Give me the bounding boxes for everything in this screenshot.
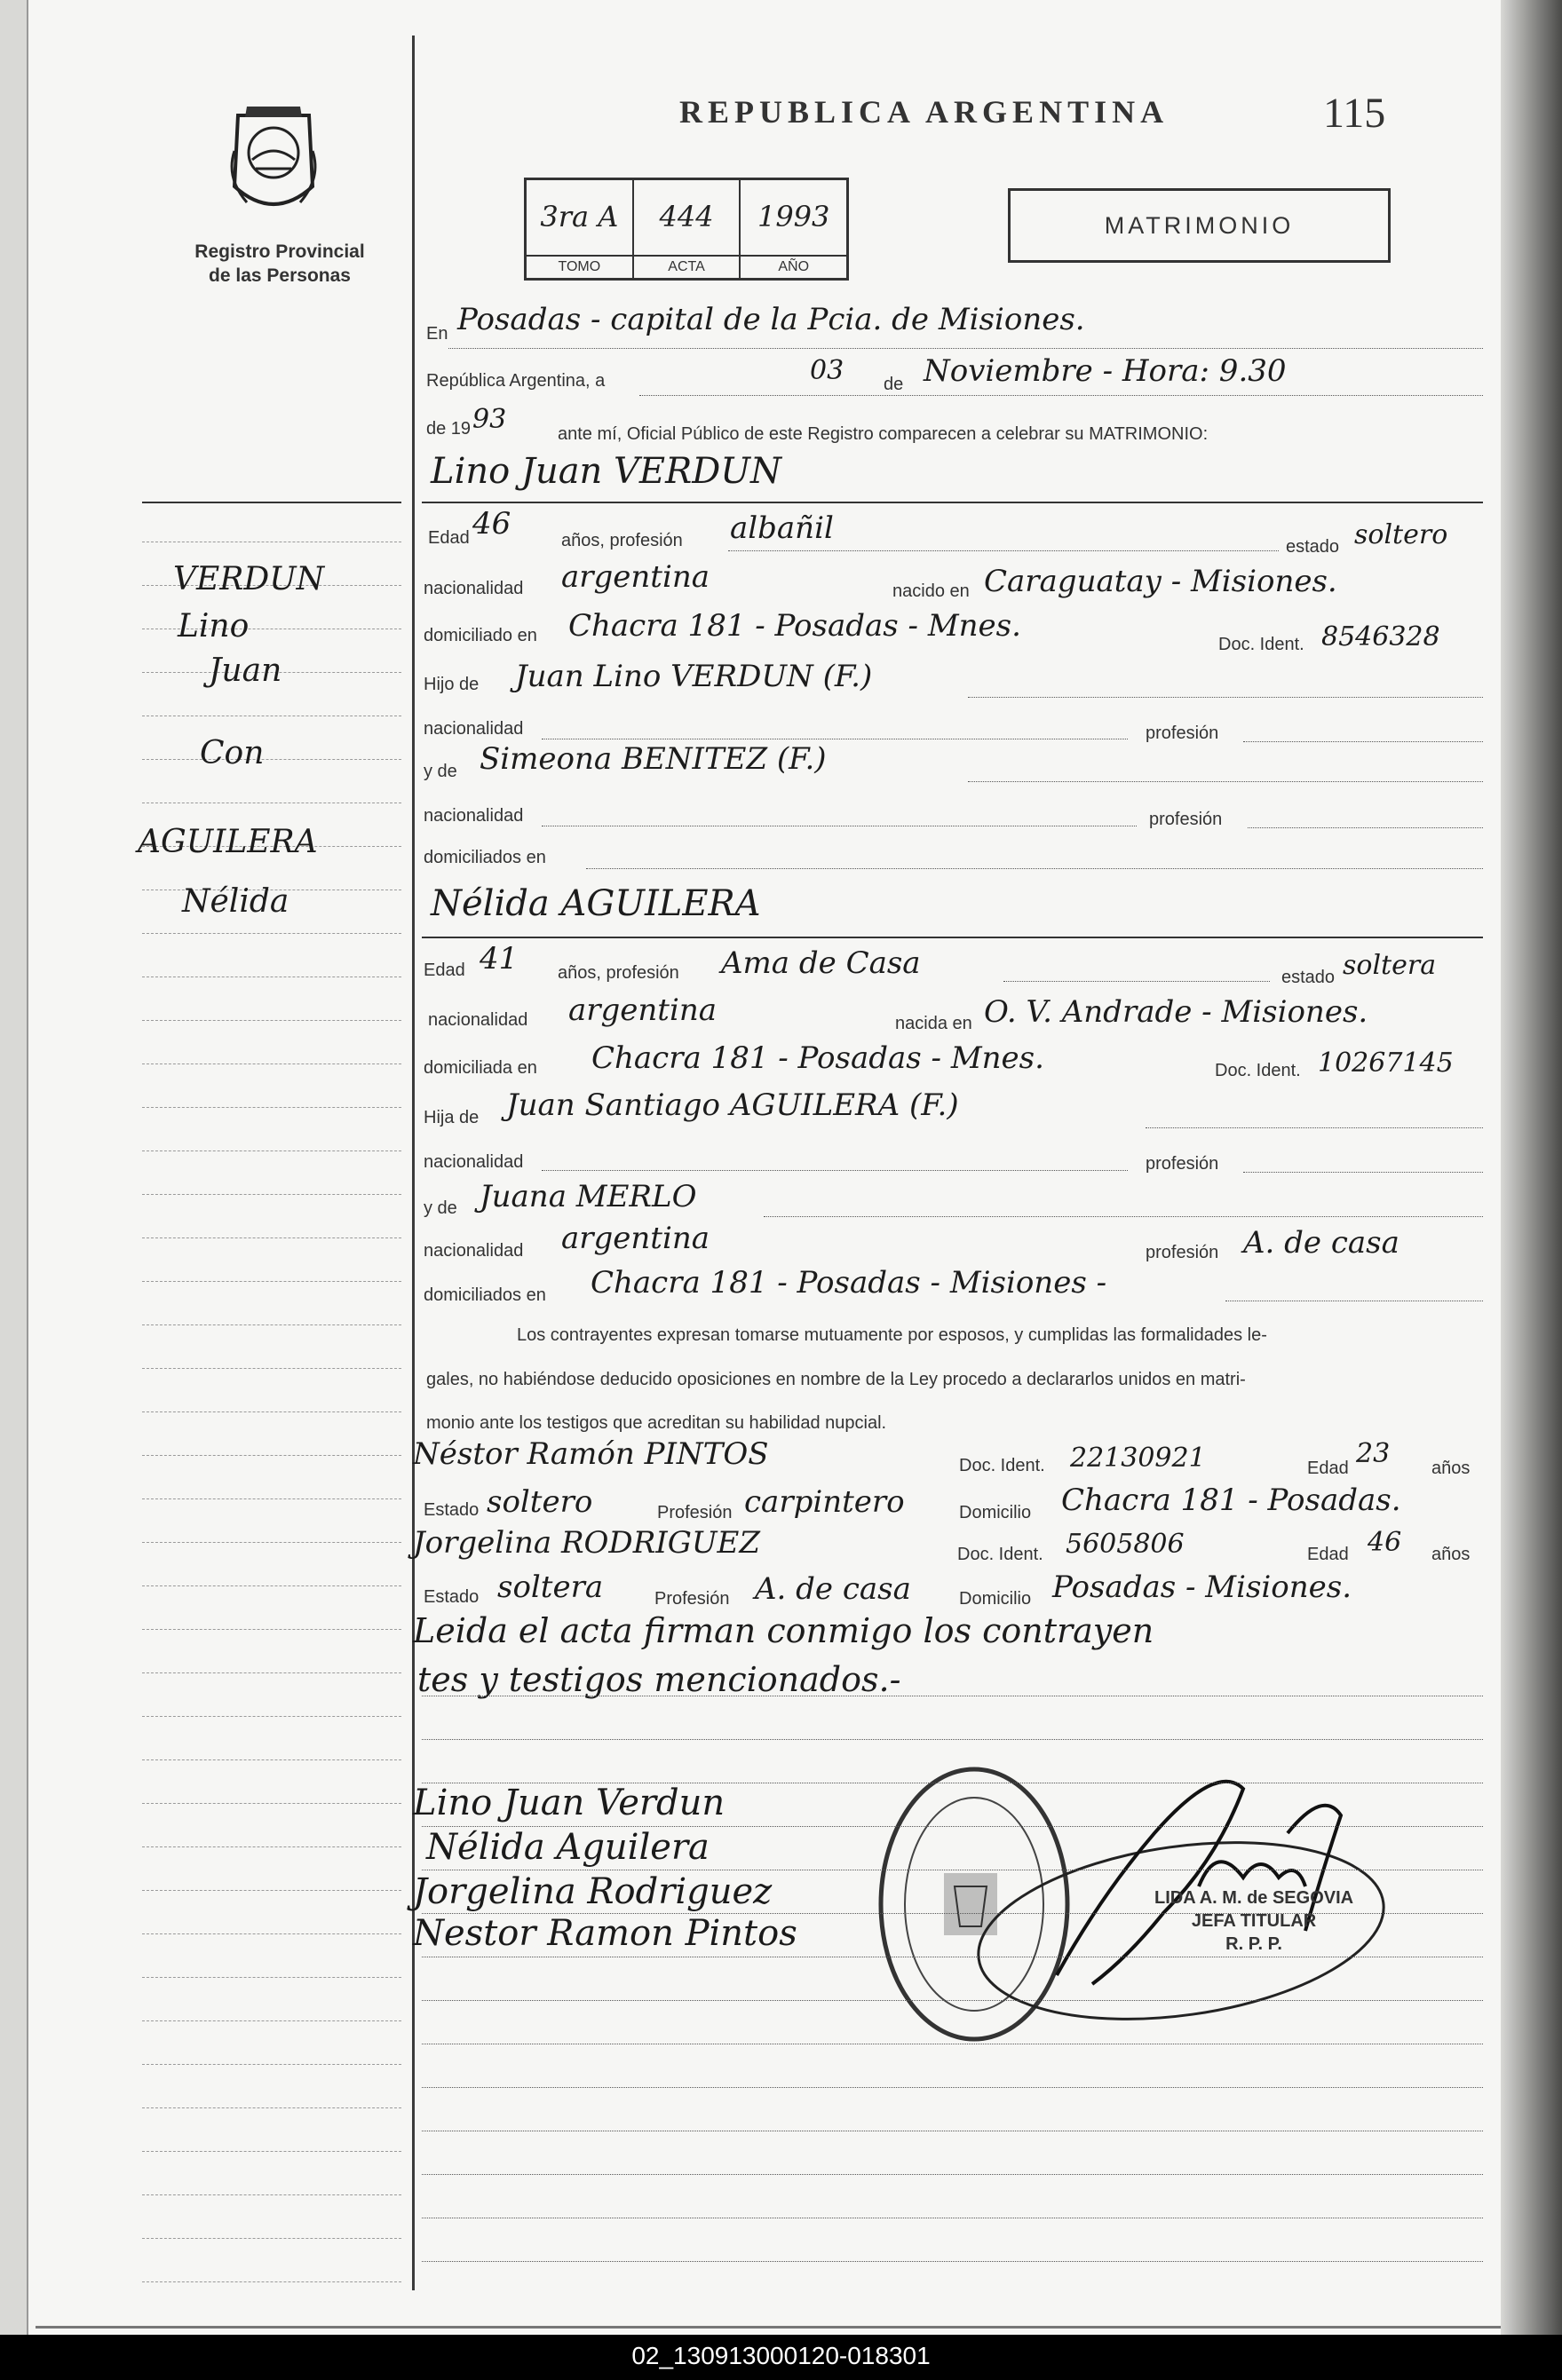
previous-page-edge: [0, 0, 28, 2335]
groom-profession: albañil: [730, 510, 834, 546]
intro-text: ante mí, Oficial Público de este Registro comparecen a celebrar su MATRIMONIO:: [558, 424, 1209, 444]
ano-label: AÑO: [741, 255, 846, 278]
groom-nacionalidad-label: nacionalidad: [424, 579, 524, 598]
groom-birthplace: Caraguatay - Misiones.: [984, 564, 1337, 599]
bride-hija-label: Hija de: [424, 1108, 480, 1127]
margin-rule: [142, 1890, 401, 1892]
groom-age: 46: [472, 506, 511, 542]
witness2-name: Jorgelina RODRIGUEZ: [413, 1525, 760, 1561]
bride-nacionalidad-label: nacionalidad: [428, 1010, 528, 1030]
body-rule: [422, 1913, 1483, 1914]
margin-rule: [142, 1933, 401, 1935]
body-rule: [422, 1739, 1483, 1740]
bride-parents-domicile: Chacra 181 - Posadas - Misiones -: [591, 1265, 1107, 1301]
witness1-doc-label: Doc. Ident.: [959, 1456, 1045, 1475]
margin-surname-groom: VERDUN: [173, 561, 325, 597]
witness1-age: 23: [1356, 1438, 1391, 1469]
groom-nationality: argentina: [561, 559, 710, 595]
acta-cell: [634, 180, 741, 278]
witness2-doc: 5605806: [1066, 1529, 1185, 1560]
bride-mother-profession: A. de casa: [1243, 1225, 1399, 1261]
margin-rule: [142, 1324, 401, 1326]
margin-rule: [142, 1107, 401, 1109]
witness2-anos-label: años: [1431, 1545, 1471, 1564]
bride-birthplace: O. V. Andrade - Misiones.: [984, 994, 1368, 1030]
groom-mother-prof-line: [1248, 827, 1483, 828]
month-time-value: Noviembre - Hora: 9.30: [924, 353, 1287, 389]
groom-estado-label: estado: [1286, 537, 1340, 557]
bride-mother-nac-label: nacionalidad: [424, 1241, 524, 1261]
witness2-estado: soltera: [497, 1570, 604, 1605]
groom-parents-dom-line: [586, 868, 1483, 869]
margin-rule: [142, 1542, 401, 1544]
body-rule: [422, 1826, 1483, 1827]
witness2-domicilio-label: Domicilio: [959, 1589, 1032, 1609]
groom-parents-dom-label: domiciliados en: [424, 848, 546, 867]
margin-rule: [142, 1368, 401, 1370]
bride-father: Juan Santiago AGUILERA (F.): [506, 1087, 959, 1123]
groom-name-line: [422, 502, 1483, 503]
margin-rule: [142, 1455, 401, 1457]
witness1-estado: soltero: [487, 1484, 593, 1520]
tomo-cell: [527, 180, 634, 278]
margin-rule: [142, 2151, 401, 2153]
bride-doc-label: Doc. Ident.: [1215, 1061, 1301, 1080]
witness1-profession: carpintero: [744, 1484, 905, 1520]
bride-father-prof-label: profesión: [1146, 1154, 1219, 1174]
provincial-seal-logo: [220, 98, 327, 222]
witness1-domicilio-label: Domicilio: [959, 1503, 1032, 1522]
bride-edad-label: Edad: [424, 961, 465, 980]
reference-box: [524, 178, 849, 281]
margin-rule: [142, 2064, 401, 2066]
groom-doc-label: Doc. Ident.: [1218, 635, 1304, 654]
republica-label: República Argentina, a: [426, 371, 606, 391]
margin-rule: [142, 1846, 401, 1848]
bride-anos-profesion-label: años, profesión: [558, 963, 679, 983]
margin-rule: [142, 716, 401, 717]
declaration-line-1: Los contrayentes expresan tomarse mutuamente por esposos, y cumplidas las formalidades le-: [517, 1325, 1267, 1345]
year-prefix: de 19: [426, 419, 472, 439]
signature-witness-1: Nestor Ramon Pintos: [413, 1913, 797, 1954]
witness2-profession: A. de casa: [755, 1571, 911, 1607]
place-value: Posadas - capital de la Pcia. de Misiones.: [457, 302, 1085, 337]
image-filename: 02_130913000120-018301: [631, 2342, 931, 2369]
groom-domicile: Chacra 181 - Posadas - Mnes.: [568, 608, 1021, 644]
margin-rule: [142, 1281, 401, 1283]
margin-rule: [142, 1411, 401, 1413]
witness2-domicile: Posadas - Misiones.: [1052, 1570, 1352, 1605]
de-label: de: [884, 375, 904, 394]
groom-anos-profesion-label: años, profesión: [561, 531, 683, 550]
ano-cell: [741, 180, 846, 278]
signature-bride: Nélida Aguilera: [426, 1827, 710, 1868]
witness1-profesion-label: Profesión: [657, 1503, 733, 1522]
margin-rule: [142, 1977, 401, 1979]
body-rule: [422, 2261, 1483, 2262]
filename-bar: [0, 2335, 1562, 2380]
bottom-border: [36, 2326, 1501, 2329]
margin-rule: [142, 1716, 401, 1718]
margin-rule: [142, 1803, 401, 1805]
registry-name: [160, 240, 400, 288]
tomo-value: 3ra A: [540, 200, 619, 233]
margin-rule: [142, 2107, 401, 2109]
groom-father-prof-line: [1243, 741, 1483, 742]
ano-value: 1993: [757, 200, 830, 233]
margin-rule: [142, 759, 401, 761]
margin-rule: [142, 1498, 401, 1500]
witness1-name: Néstor Ramón PINTOS: [413, 1436, 769, 1472]
declaration-line-2: gales, no habiéndose deducido oposiciones en nombre de la Ley procedo a declararlos unidos en matri-: [426, 1370, 1246, 1389]
bride-doc: 10267145: [1318, 1048, 1454, 1079]
signature-groom: Lino Juan Verdun: [413, 1783, 725, 1823]
en-label: En: [426, 324, 448, 344]
margin-rule: [142, 2020, 401, 2022]
registry-line-2: de las Personas: [209, 265, 351, 286]
groom-name: Lino Juan VERDUN: [431, 451, 782, 492]
document-type-box: MATRIMONIO: [1008, 188, 1391, 263]
witness2-age: 46: [1368, 1527, 1402, 1558]
margin-rule: [142, 1672, 401, 1674]
bride-father-nac-line: [542, 1170, 1128, 1171]
bride-yde-label: y de: [424, 1198, 457, 1218]
witness1-edad-label: Edad: [1307, 1459, 1349, 1478]
groom-yde-label: y de: [424, 762, 457, 781]
book-edge-shadow: [1501, 0, 1562, 2335]
groom-domicilio-label: domiciliado en: [424, 626, 537, 645]
bride-age: 41: [480, 941, 519, 977]
witness2-estado-label: Estado: [424, 1587, 480, 1607]
bride-parents-dom-label: domiciliados en: [424, 1285, 546, 1305]
place-line: [448, 348, 1483, 349]
closing-line-2: tes y testigos mencionados.-: [417, 1660, 901, 1699]
bride-mother: Juana MERLO: [480, 1179, 697, 1214]
closing-line-1: Leida el acta firman conmigo los contrayen: [413, 1611, 1154, 1650]
witness1-doc: 22130921: [1070, 1443, 1206, 1474]
bride-nacida-label: nacida en: [895, 1014, 972, 1033]
official-office: R. P. P.: [1225, 1934, 1282, 1954]
groom-edad-label: Edad: [428, 528, 470, 548]
signature-witness-2: Jorgelina Rodriguez: [413, 1871, 773, 1912]
margin-rule: [142, 1759, 401, 1761]
bride-name: Nélida AGUILERA: [431, 883, 761, 924]
bride-mother-nationality: argentina: [561, 1221, 710, 1256]
body-rule: [422, 2087, 1483, 2088]
bride-father-prof-line: [1243, 1172, 1483, 1173]
bride-mother-line: [764, 1216, 1483, 1217]
margin-rule: [142, 1063, 401, 1065]
groom-father-line: [968, 697, 1483, 698]
margin-rule: [142, 1150, 401, 1152]
witness1-domicile: Chacra 181 - Posadas.: [1061, 1483, 1401, 1518]
margin-rule: [142, 2281, 401, 2283]
official-title: JEFA TITULAR: [1191, 1911, 1317, 1931]
witness2-profesion-label: Profesión: [654, 1589, 730, 1609]
margin-rule: [142, 2194, 401, 2196]
margin-name-bride: Nélida: [182, 883, 289, 920]
registry-line-1: Registro Provincial: [194, 241, 365, 262]
margin-connector: Con: [200, 735, 265, 771]
margin-rule: [142, 1194, 401, 1196]
groom-mother-line: [968, 781, 1483, 782]
day-value: 03: [810, 355, 844, 386]
groom-nacido-label: nacido en: [892, 581, 970, 601]
margin-surname-bride: AGUILERA: [138, 824, 318, 860]
tomo-label: TOMO: [527, 255, 632, 278]
margin-rule: [142, 542, 401, 543]
margin-name-groom-2: Juan: [209, 652, 282, 689]
groom-mother: Simeona BENITEZ (F.): [480, 741, 827, 777]
bride-nationality: argentina: [568, 992, 718, 1028]
groom-doc: 8546328: [1321, 621, 1440, 652]
acta-label: ACTA: [634, 255, 740, 278]
margin-rule: [142, 933, 401, 935]
groom-hijo-label: Hijo de: [424, 675, 480, 694]
margin-rule: [142, 1629, 401, 1631]
witness2-edad-label: Edad: [1307, 1545, 1349, 1564]
margin-name-groom-1: Lino: [178, 608, 250, 644]
official-block: [1154, 1886, 1353, 1956]
margin-rule: [142, 1237, 401, 1239]
bride-domicile: Chacra 181 - Posadas - Mnes.: [591, 1040, 1044, 1076]
margin-rule: [142, 977, 401, 978]
bride-profession-line: [1003, 981, 1270, 982]
margin-rule: [142, 1585, 401, 1587]
bride-mother-prof-label: profesión: [1146, 1243, 1219, 1262]
witness1-estado-label: Estado: [424, 1500, 480, 1520]
groom-estado: soltero: [1354, 519, 1448, 550]
groom-mother-prof-label: profesión: [1149, 810, 1223, 829]
bride-name-line: [422, 937, 1483, 938]
body-rule: [422, 2174, 1483, 2175]
bride-domicilio-label: domiciliada en: [424, 1058, 537, 1078]
bride-estado: soltera: [1343, 950, 1437, 981]
acta-value: 444: [659, 200, 714, 233]
groom-father-prof-label: profesión: [1146, 723, 1219, 743]
date-line: [639, 395, 1483, 396]
declaration-line-3: monio ante los testigos que acreditan su habilidad nupcial.: [426, 1413, 887, 1433]
bride-profession: Ama de Casa: [721, 945, 921, 981]
page-number: 115: [1323, 90, 1386, 137]
witness1-anos-label: años: [1431, 1459, 1471, 1478]
bride-estado-label: estado: [1281, 968, 1336, 987]
year-suffix: 93: [472, 404, 507, 435]
official-name: LIDA A. M. de SEGOVIA: [1154, 1888, 1354, 1908]
groom-profession-line: [728, 550, 1279, 551]
groom-father: Juan Lino VERDUN (F.): [515, 659, 873, 694]
groom-father-nac-label: nacionalidad: [424, 719, 524, 739]
groom-mother-nac-label: nacionalidad: [424, 806, 524, 826]
body-rule: [422, 2000, 1483, 2001]
margin-rule: [142, 1020, 401, 1022]
margin-rule: [142, 803, 401, 804]
bride-father-line: [1146, 1127, 1483, 1128]
margin-rule: [142, 2238, 401, 2240]
country-title: REPUBLICA ARGENTINA: [679, 94, 1170, 130]
margin-top-rule: [142, 502, 401, 503]
bride-father-nac-label: nacionalidad: [424, 1152, 524, 1172]
witness2-doc-label: Doc. Ident.: [957, 1545, 1043, 1564]
